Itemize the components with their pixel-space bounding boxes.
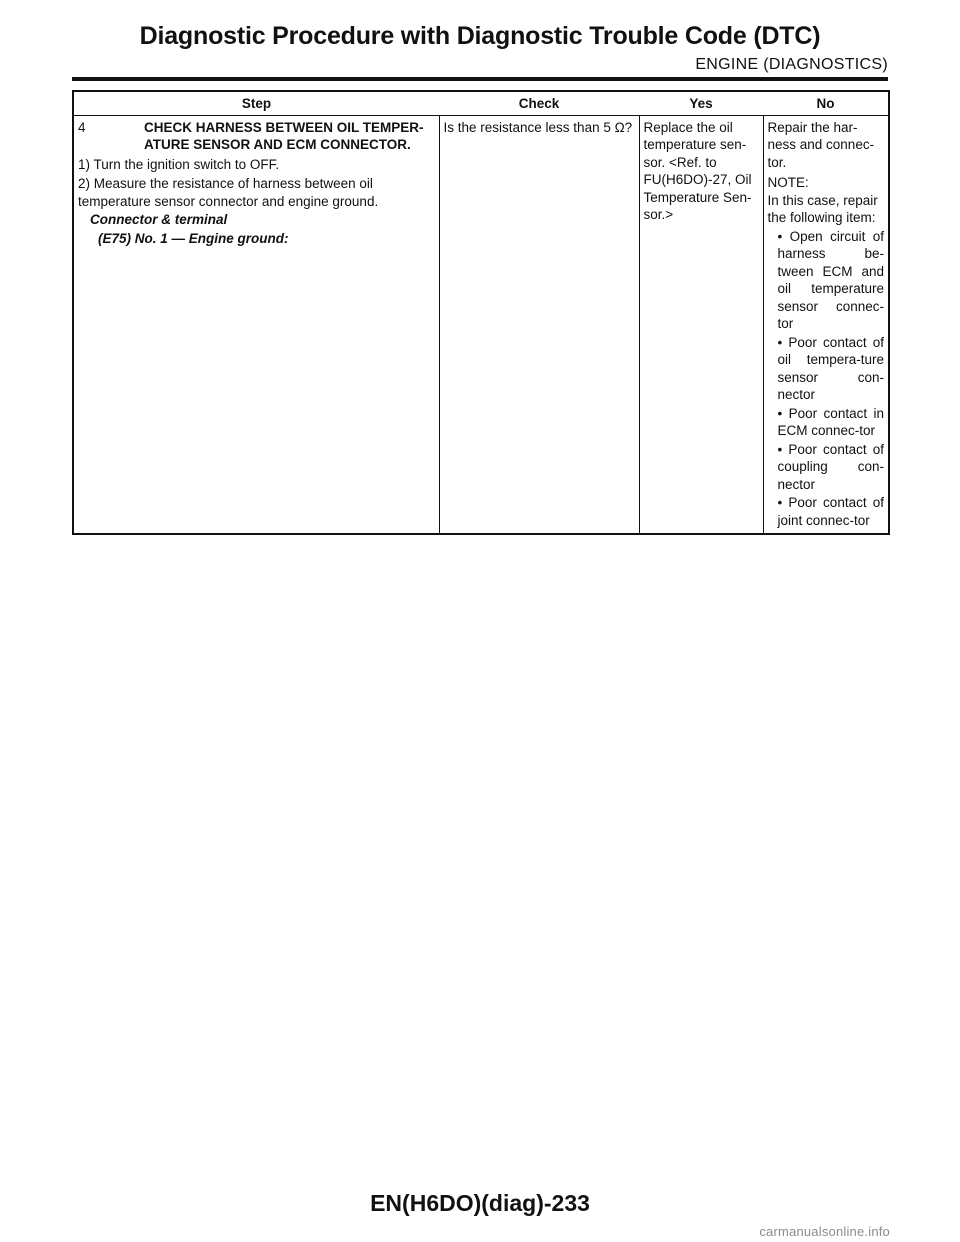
step-cell [73, 115, 439, 534]
section-title: ENGINE (DIAGNOSTICS) [695, 56, 888, 73]
table-header-row [73, 91, 889, 115]
no-item-1: • Open circuit of harness be-tween ECM and oil temperature sensor connec-tor [768, 228, 885, 333]
connector-label: Connector & terminal [90, 212, 228, 227]
no-item-3: • Poor contact in ECM connec-tor [768, 405, 885, 440]
no-note-text: In this case, repair the following item: [767, 192, 878, 225]
page-footer-id: EN(H6DO)(diag)-233 [370, 1190, 590, 1216]
yes-cell [639, 115, 763, 534]
header-yes: Yes [639, 91, 763, 115]
check-text: Is the resistance less than 5 Ω? [443, 119, 633, 135]
no-main-text: Repair the har-ness and connec-tor. [767, 119, 875, 170]
yes-text: Replace the oil temperature sen-sor. <Ref. to FU(H6DO)-27, Oil Temperature Sen-sor.> [643, 119, 752, 222]
no-cell [763, 115, 889, 534]
no-note-label: NOTE: [767, 175, 809, 190]
step-title: CHECK HARNESS BETWEEN OIL TEMPER-ATURE SENSOR AND ECM CONNECTOR. [144, 119, 424, 152]
table-row [73, 115, 889, 534]
no-item-4: • Poor contact of coupling con-nector [768, 441, 885, 494]
title-rule [72, 77, 888, 81]
header-no: No [763, 91, 889, 115]
header-check: Check [439, 91, 639, 115]
page-title: Diagnostic Procedure with Diagnostic Trouble Code (DTC) [139, 22, 821, 50]
check-cell [439, 115, 639, 534]
step-instruction-2: 2) Measure the resistance of harness between oil temperature sensor connector and engine ground. [78, 176, 379, 209]
diagnostic-table [72, 90, 890, 535]
connector-value: (E75) No. 1 — Engine ground: [98, 230, 289, 246]
no-item-2: • Poor contact of oil tempera-ture sensor con-nector [768, 334, 885, 404]
no-item-5: • Poor contact of joint connec-tor [768, 494, 885, 529]
watermark: carmanualsonline.info [759, 1224, 890, 1239]
step-instruction-1: 1) Turn the ignition switch to OFF. [78, 156, 280, 172]
header-step: Step [73, 91, 439, 115]
step-number: 4 [78, 119, 86, 135]
